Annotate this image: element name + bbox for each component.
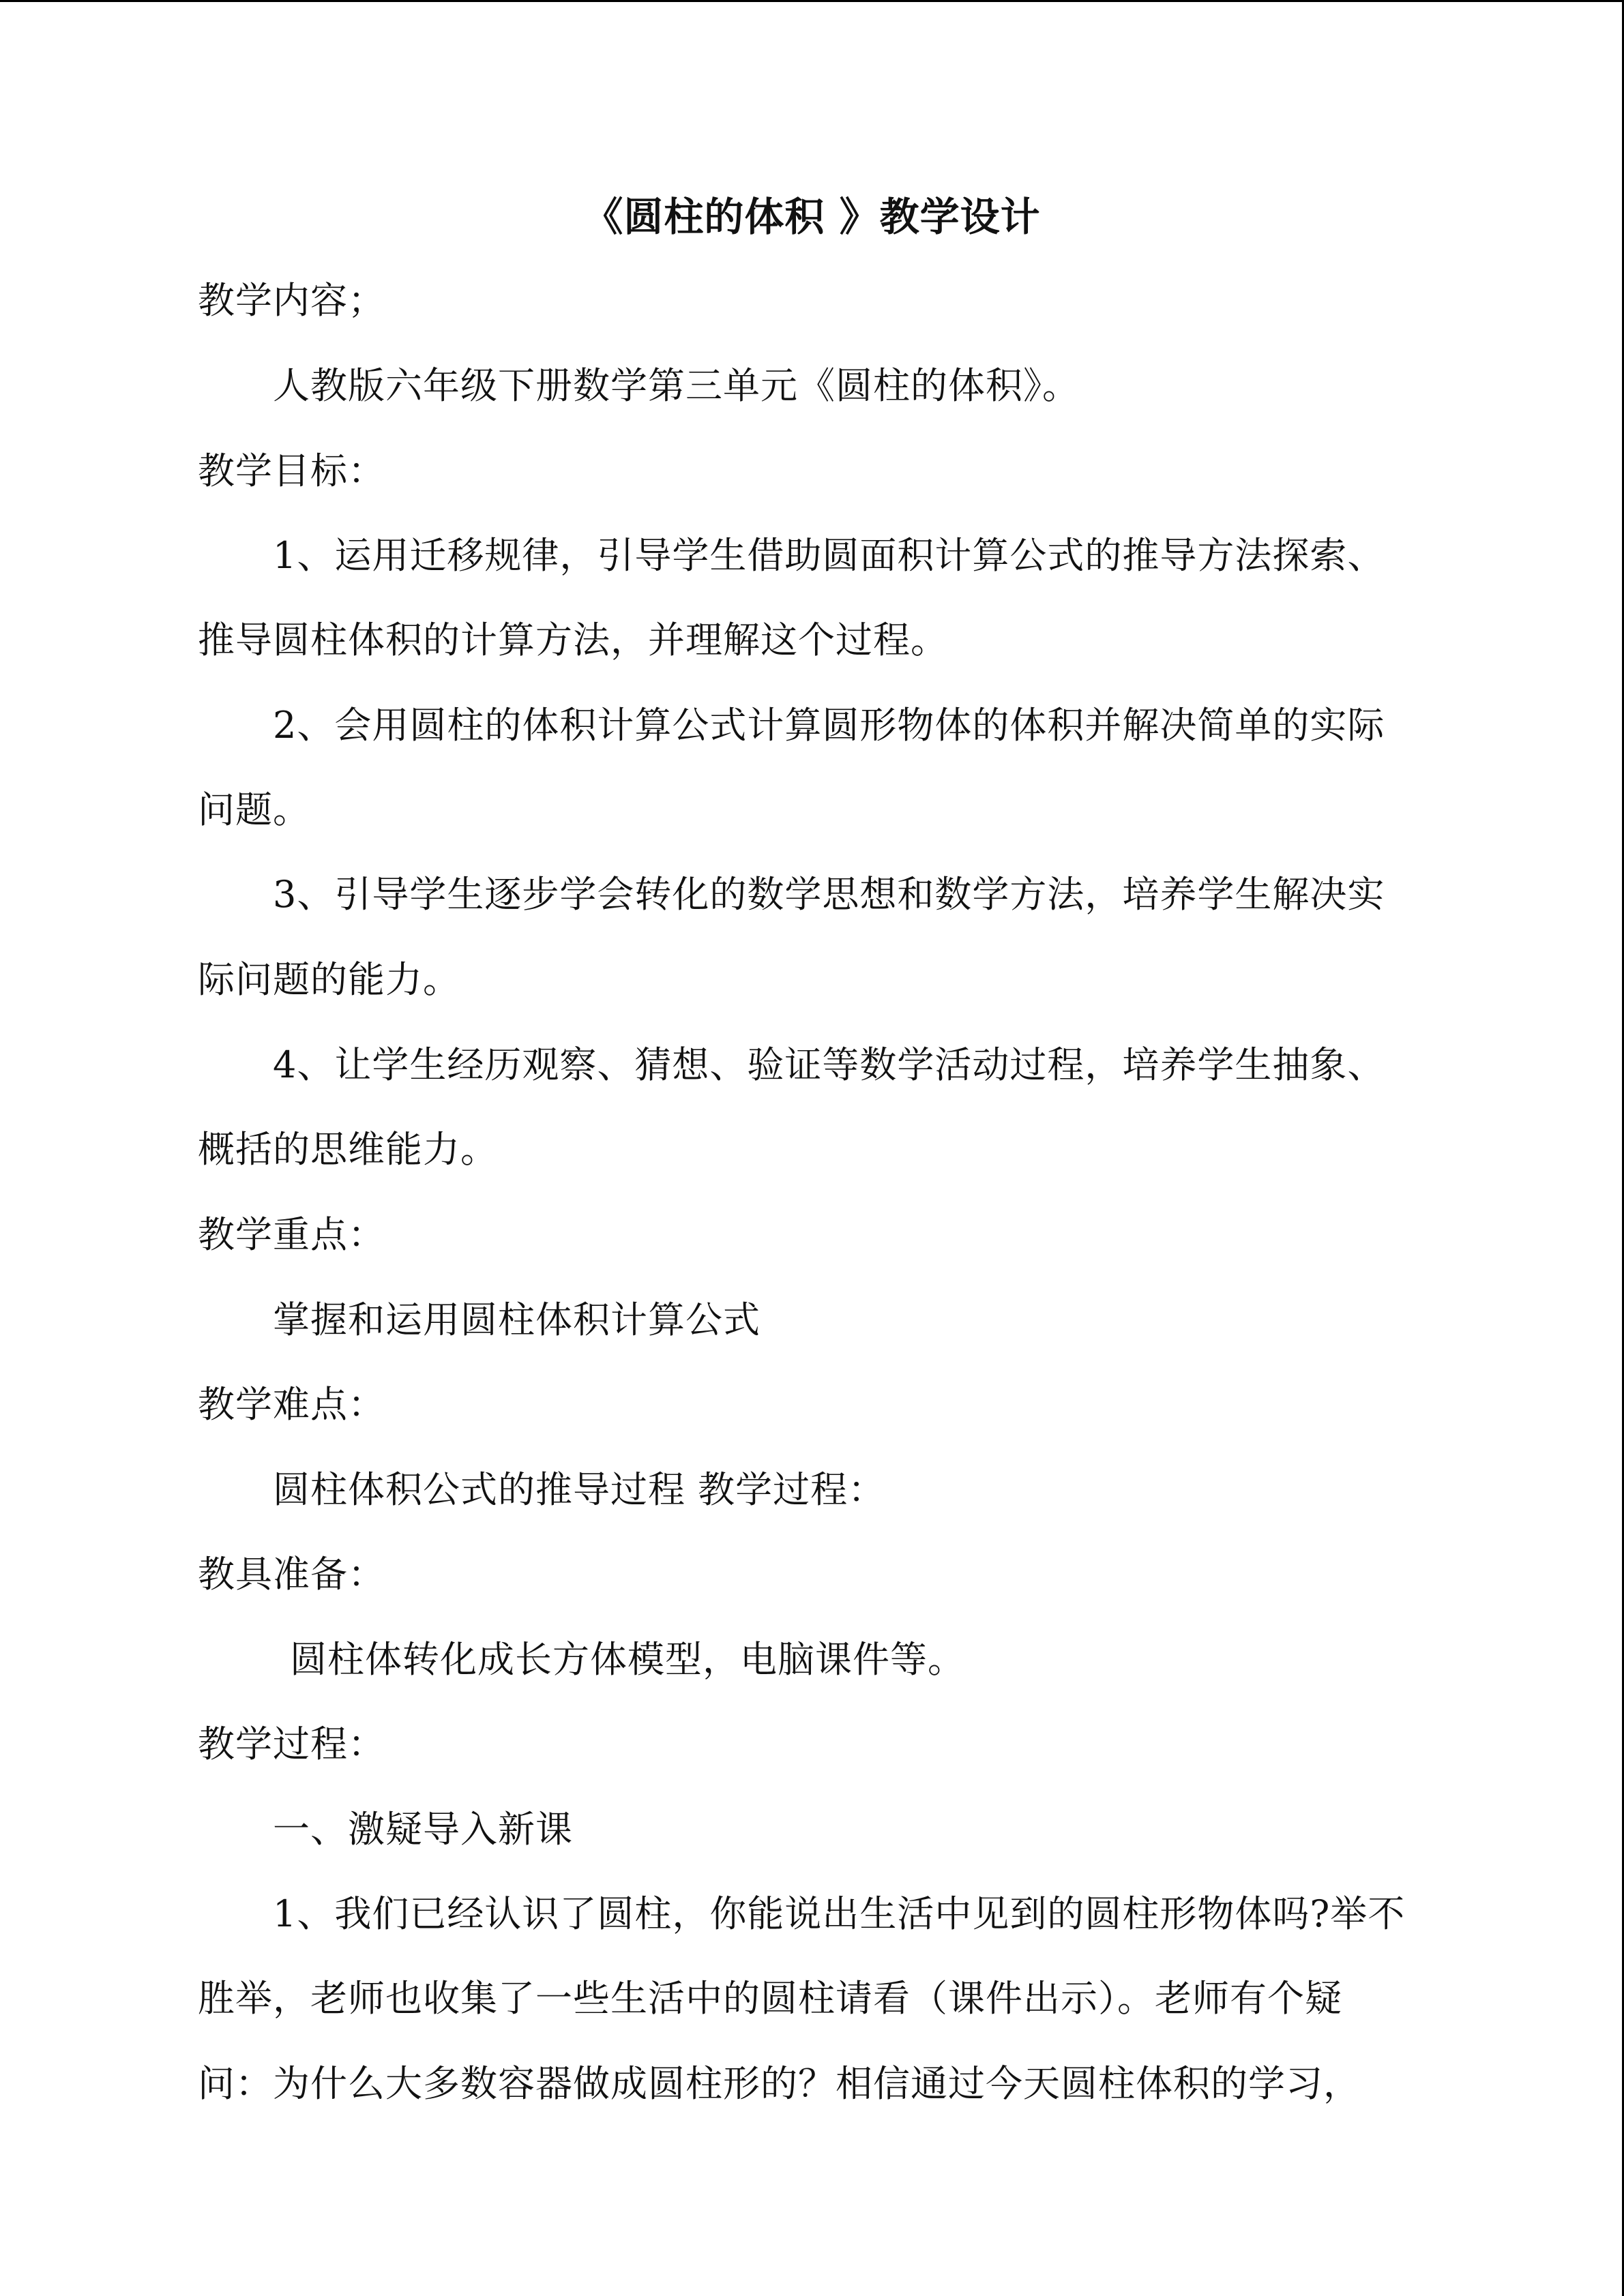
section-heading-intro: 一、激疑导入新课 [273,1808,573,1851]
paragraph-text: 圆柱体转化成长方体模型，电脑课件等。 [290,1638,965,1681]
paragraph-text: 圆柱体积公式的推导过程 教学过程： [273,1468,886,1511]
process-item-1-continued: 问：为什么大多数容器做成圆柱形的？相信通过今天圆柱体积的学习， [198,2062,1361,2105]
document-title: 《圆柱的体积 》教学设计 [583,194,1041,240]
paragraph-text: 人教版六年级下册数学第三单元《圆柱的体积》。 [273,364,1080,407]
goal-item-2: 2、会用圆柱的体积计算公式计算圆形物体的体积并解决简单的实际 [273,704,1385,747]
heading-key-points: 教学重点： [198,1213,385,1256]
heading-teaching-goals: 教学目标： [198,449,385,492]
process-item-1-continued: 胜举，老师也收集了一些生活中的圆柱请看（课件出示）。老师有个疑 [198,1977,1342,2020]
process-item-1: 1、我们已经认识了圆柱，你能说出生活中见到的圆柱形物体吗?举不 [273,1892,1406,1935]
goal-item-1-continued: 推导圆柱体积的计算方法，并理解这个过程。 [198,618,948,661]
goal-item-4-continued: 概括的思维能力。 [198,1128,498,1171]
goal-item-2-continued: 问题。 [198,788,310,831]
heading-teaching-process: 教学过程： [198,1723,385,1765]
heading-teaching-aids: 教具准备： [198,1553,385,1596]
goal-item-3-continued: 际问题的能力。 [198,958,460,1001]
heading-teaching-content: 教学内容； [198,279,385,322]
goal-item-4: 4、让学生经历观察、猜想、验证等数学活动过程，培养学生抽象、 [273,1043,1385,1086]
goal-item-3: 3、引导学生逐步学会转化的数学思想和数学方法，培养学生解决实 [273,873,1385,916]
goal-item-1: 1、运用迁移规律，引导学生借助圆面积计算公式的推导方法探索、 [273,534,1385,577]
paragraph-text: 掌握和运用圆柱体积计算公式 [273,1298,761,1341]
heading-difficult-points: 教学难点： [198,1383,385,1426]
